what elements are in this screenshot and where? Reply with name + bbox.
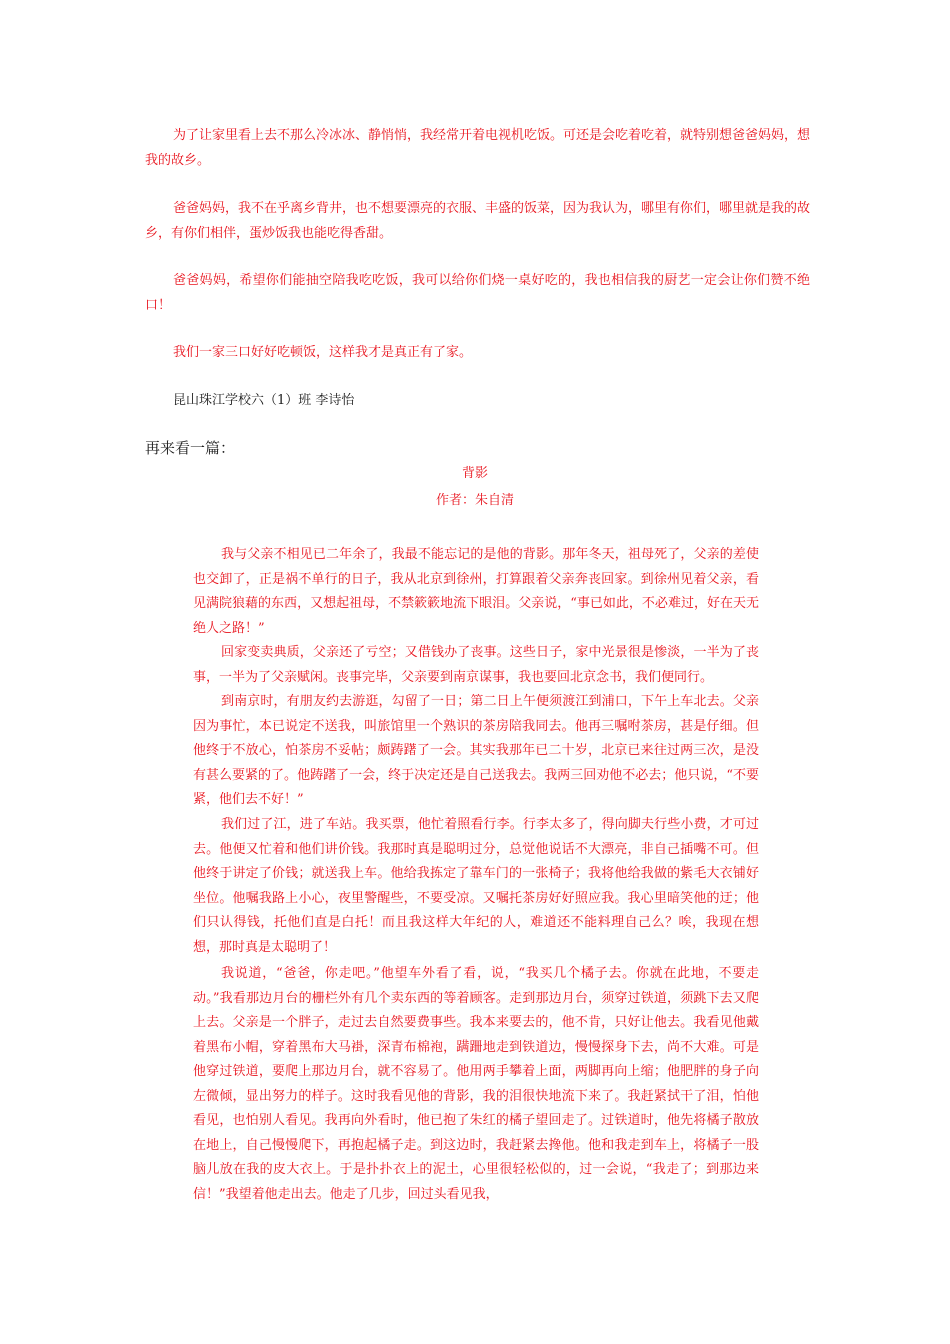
author-signature: 昆山珠江学校六（1）班 李诗怡: [173, 393, 355, 408]
letter-paragraph: 为了让家里看上去不那么冷冰冰、静悄悄，我经常开着电视机吃饭。可还是会吃着吃着，就特别想爸爸妈妈，想我的故乡。: [145, 128, 811, 168]
essay-author: 作者：朱自清: [435, 493, 514, 508]
letter-paragraph: 我们一家三口好好吃顿饭，这样我才是真正有了家。: [173, 345, 473, 360]
essay-paragraph: 我与父亲不相见已二年余了，我最不能忘记的是他的背影。那年冬天，祖母死了，父亲的差使也交卸了，正是祸不单行的日子，我从北京到徐州，打算跟着父亲奔丧回家。到徐州见着父亲，看见满院狼藉的东西，又想起祖母，不禁簌簌地流下眼泪。父亲说，“事已如此，不必难过，好在天无绝人之路！”: [193, 547, 759, 636]
letter-paragraph: 爸爸妈妈，我不在乎离乡背井，也不想要漂亮的衣服、丰盛的饭菜，因为我认为，哪里有你们，哪里就是我的故乡，有你们相伴，蛋炒饭我也能吃得香甜。: [145, 201, 811, 241]
essay-paragraph: 我说道，“爸爸，你走吧。”他望车外看了看，说，“我买几个橘子去。你就在此地，不要走动。”我看那边月台的栅栏外有几个卖东西的等着顾客。走到那边月台，须穿过铁道，须跳下去又爬上去。父亲是一个胖子，走过去自然要费事些。我本来要去的，他不肯，只好让他去。我看见他戴着黑布小帽，穿着黑布大马褂，深青布棉袍，蹒跚地走到铁道边，慢慢探身下去，尚不大难。可是他穿过铁道，要爬上那边月台，就不容易了。他用两手攀着上面，两脚再向上缩；他肥胖的身子向左微倾，显出努力的样子。这时我看见他的背影，我的泪很快地流下来了。我赶紧拭干了泪，怕他看见，也怕别人看见。我再向外看时，他已抱了朱红的橘子望回走了。过铁道时，他先将橘子散放在地上，自己慢慢爬下，再抱起橘子走。到这边时，我赶紧去搀他。他和我走到车上，将橘子一股脑儿放在我的皮大衣上。于是扑扑衣上的泥土，心里很轻松似的，过一会说，“我走了；到那边来信！”我望着他走出去。他走了几步，回过头看见我，: [193, 966, 759, 1202]
letter-paragraph: 爸爸妈妈，希望你们能抽空陪我吃吃饭，我可以给你们烧一桌好吃的，我也相信我的厨艺一定会让你们赞不绝口！: [145, 273, 810, 313]
essay-title: 背影: [461, 466, 488, 481]
essay-paragraph: 我们过了江，进了车站。我买票，他忙着照看行李。行李太多了，得向脚夫行些小费，才可过去。他便又忙着和他们讲价钱。我那时真是聪明过分，总觉他说话不大漂亮，非自己插嘴不可。但他终于讲定了价钱；就送我上车。他给我拣定了靠车门的一张椅子；我将他给我做的紫毛大衣铺好坐位。他嘱我路上小心，夜里警醒些，不要受凉。又嘱托茶房好好照应我。我心里暗笑他的迂；他们只认得钱，托他们直是白托！而且我这样大年纪的人，难道还不能料理自己么？唉，我现在想想，那时真是太聪明了！: [193, 817, 759, 955]
essay-paragraph: 到南京时，有朋友约去游逛，勾留了一日；第二日上午便须渡江到浦口，下午上车北去。父亲因为事忙，本已说定不送我，叫旅馆里一个熟识的茶房陪我同去。他再三嘱咐茶房，甚是仔细。但他终于不放心，怕茶房不妥帖；颇踌躇了一会。其实我那年已二十岁，北京已来往过两三次，是没有甚么要紧的了。他踌躇了一会，终于决定还是自己送我去。我两三回劝他不必去；他只说，“不要紧，他们去不好！”: [193, 694, 759, 807]
section-heading: 再来看一篇：: [145, 439, 236, 457]
essay-paragraph: 回家变卖典质，父亲还了亏空；又借钱办了丧事。这些日子，家中光景很是惨淡，一半为了丧事，一半为了父亲赋闲。丧事完毕，父亲要到南京谋事，我也要回北京念书，我们便同行。: [193, 645, 759, 685]
